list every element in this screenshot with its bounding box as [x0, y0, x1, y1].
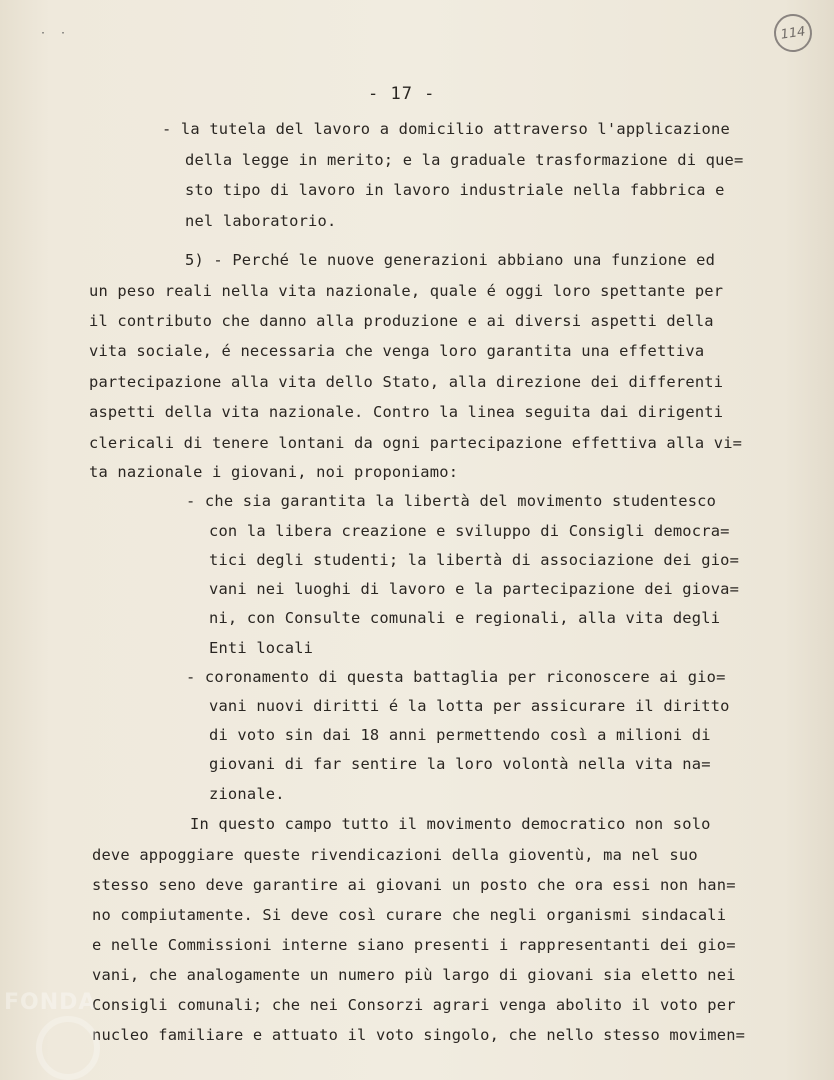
text-line: ni, con Consulte comunali e regionali, alla vita degli — [209, 609, 721, 627]
text-line: giovani di far sentire la loro volontà nella vita na= — [209, 755, 711, 773]
text-line: vita sociale, é necessaria che venga loro garantita una effettiva — [89, 342, 705, 360]
text-line: e nelle Commissioni interne siano presenti i rappresentanti dei gio= — [92, 936, 736, 954]
text-line: clericali di tenere lontani da ogni partecipazione effettiva alla vi= — [89, 434, 743, 452]
text-line: Consigli comunali; che nei Consorzi agrari venga abolito il voto per — [92, 996, 736, 1014]
text-line: sto tipo di lavoro in lavoro industriale nella fabbrica e — [185, 181, 725, 199]
page-number: - 17 - — [368, 84, 436, 104]
text-line: nel laboratorio. — [185, 212, 337, 230]
text-line: In questo campo tutto il movimento democratico non solo — [190, 815, 711, 833]
text-line: della legge in merito; e la graduale trasformazione di que= — [185, 151, 744, 169]
watermark-logo: FONDA — [4, 990, 97, 1015]
text-line: nucleo familiare e attuato il voto singolo, che nello stesso movimen= — [92, 1026, 746, 1044]
archive-stamp: 114 — [772, 12, 815, 55]
text-line: no compiutamente. Si deve così curare che negli organismi sindacali — [92, 906, 727, 924]
text-line: Enti locali — [209, 639, 314, 657]
watermark-ring-icon — [36, 1016, 100, 1080]
text-line: di voto sin dai 18 anni permettendo così a milioni di — [209, 726, 711, 744]
text-line: con la libera creazione e sviluppo di Consigli democra= — [209, 522, 730, 540]
text-line: partecipazione alla vita dello Stato, alla direzione dei differenti — [89, 373, 724, 391]
scan-specks: · · — [40, 28, 71, 39]
text-line: stesso seno deve garantire ai giovani un posto che ora essi non han= — [92, 876, 736, 894]
text-line: - la tutela del lavoro a domicilio attraverso l'applicazione — [162, 120, 730, 138]
text-line: - che sia garantita la libertà del movimento studentesco — [186, 492, 717, 510]
text-line: aspetti della vita nazionale. Contro la linea seguita dai dirigenti — [89, 403, 724, 421]
text-line: 5) - Perché le nuove generazioni abbiano una funzione ed — [185, 251, 716, 269]
text-line: ta nazionale i giovani, noi proponiamo: — [89, 463, 459, 481]
text-line: un peso reali nella vita nazionale, quale é oggi loro spettante per — [89, 282, 724, 300]
text-line: il contributo che danno alla produzione e ai diversi aspetti della — [89, 312, 714, 330]
text-line: deve appoggiare queste rivendicazioni della gioventù, ma nel suo — [92, 846, 698, 864]
text-line: tici degli studenti; la libertà di associazione dei gio= — [209, 551, 740, 569]
text-line: zionale. — [209, 785, 285, 803]
text-line: vani nei luoghi di lavoro e la partecipazione dei giova= — [209, 580, 740, 598]
text-line: vani, che analogamente un numero più largo di giovani sia eletto nei — [92, 966, 736, 984]
text-line: - coronamento di questa battaglia per riconoscere ai gio= — [186, 668, 726, 686]
text-line: vani nuovi diritti é la lotta per assicurare il diritto — [209, 697, 730, 715]
